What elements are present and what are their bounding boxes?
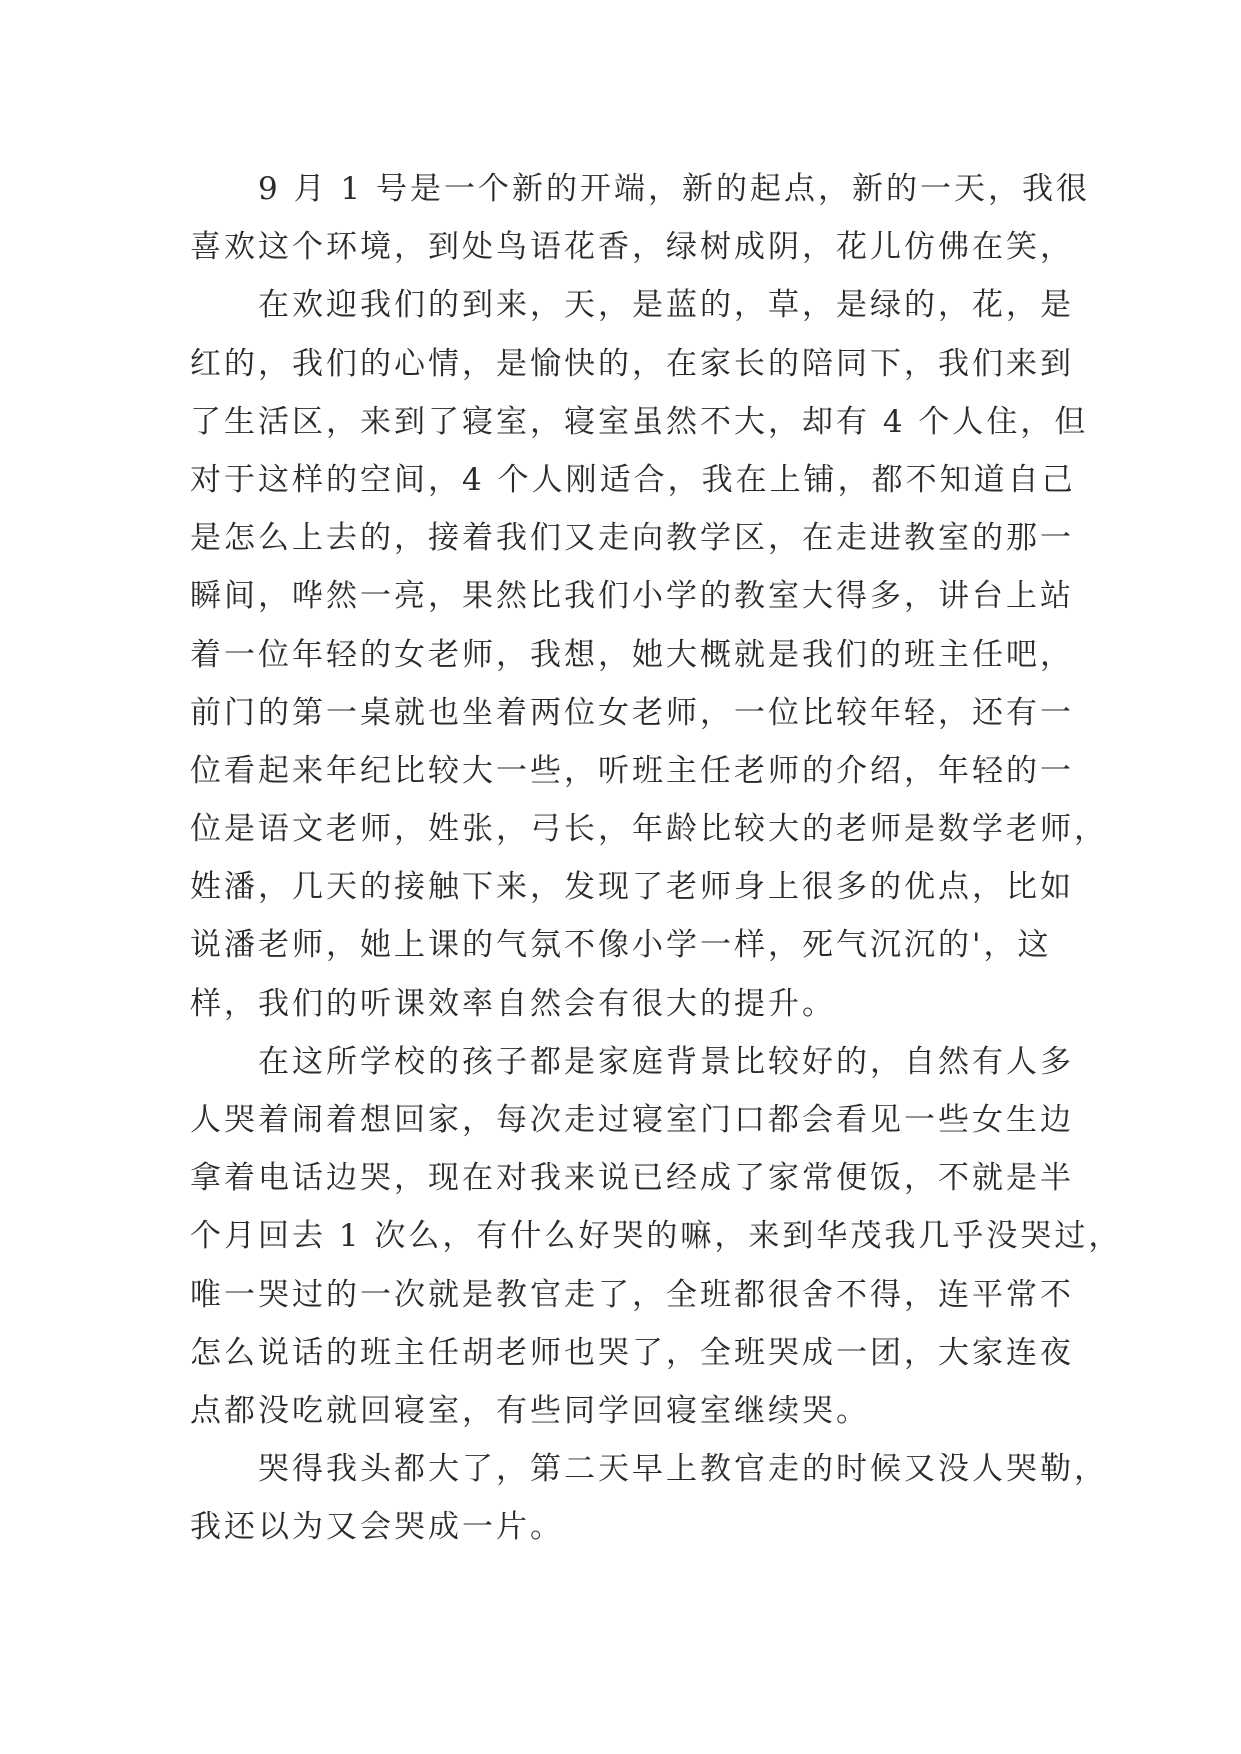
essay-body — [190, 160, 1123, 1557]
text-line: 我还以为又会哭成一片。 — [190, 1509, 564, 1546]
text-line: 是怎么上去的，接着我们又走向教学区，在走进教室的那一 — [190, 520, 1074, 557]
text-line: 喜欢这个环境，到处鸟语花香，绿树成阴，花儿仿佛在笑， — [190, 229, 1074, 266]
text-line: 红的，我们的心情，是愉快的，在家长的陪同下，我们来到 — [190, 345, 1074, 382]
text-line: 点都没吃就回寝室，有些同学回寝室继续哭。 — [190, 1392, 870, 1429]
text-line: 哭得我头都大了，第二天早上教官走的时候又没人哭勒， — [258, 1451, 1108, 1488]
text-line: 怎么说话的班主任胡老师也哭了，全班哭成一团，大家连夜 — [190, 1334, 1074, 1371]
text-line: 在这所学校的孩子都是家庭背景比较好的，自然有人多 — [258, 1043, 1074, 1080]
text-line: 位是语文老师，姓张，弓长，年龄比较大的老师是数学老师， — [190, 811, 1108, 848]
text-line: 人哭着闹着想回家，每次走过寝室门口都会看见一些女生边 — [190, 1102, 1074, 1138]
text-line: 前门的第一桌就也坐着两位女老师，一位比较年轻，还有一 — [190, 694, 1074, 731]
text-line: 拿着电话边哭，现在对我来说已经成了家常便饭，不就是半 — [190, 1160, 1074, 1197]
text-line: 对于这样的空间，4 个人刚适合，我在上铺，都不知道自己 — [190, 461, 1076, 498]
text-line: 了生活区，来到了寝室，寝室虽然不大，却有 4 个人住，但 — [190, 403, 1089, 440]
text-line: 位看起来年纪比较大一些，听班主任老师的介绍，年轻的一 — [190, 752, 1074, 789]
text-line: 9 月 1 号是一个新的开端，新的起点，新的一天，我很 — [258, 171, 1091, 207]
text-line: 说潘老师，她上课的气氛不像小学一样，死气沉沉的'，这 — [190, 927, 1052, 964]
text-line: 着一位年轻的女老师，我想，她大概就是我们的班主任吧， — [190, 636, 1074, 673]
text-line: 样，我们的听课效率自然会有很大的提升。 — [190, 985, 836, 1022]
text-line: 个月回去 1 次么，有什么好哭的嘛，来到华茂我几乎没哭过， — [190, 1218, 1123, 1255]
text-line: 姓潘，几天的接触下来，发现了老师身上很多的优点，比如 — [190, 869, 1074, 906]
text-line: 在欢迎我们的到来，天，是蓝的，草，是绿的，花，是 — [258, 287, 1074, 324]
text-line: 唯一哭过的一次就是教官走了，全班都很舍不得，连平常不 — [190, 1276, 1074, 1313]
text-line: 瞬间，哗然一亮，果然比我们小学的教室大得多，讲台上站 — [190, 578, 1074, 615]
